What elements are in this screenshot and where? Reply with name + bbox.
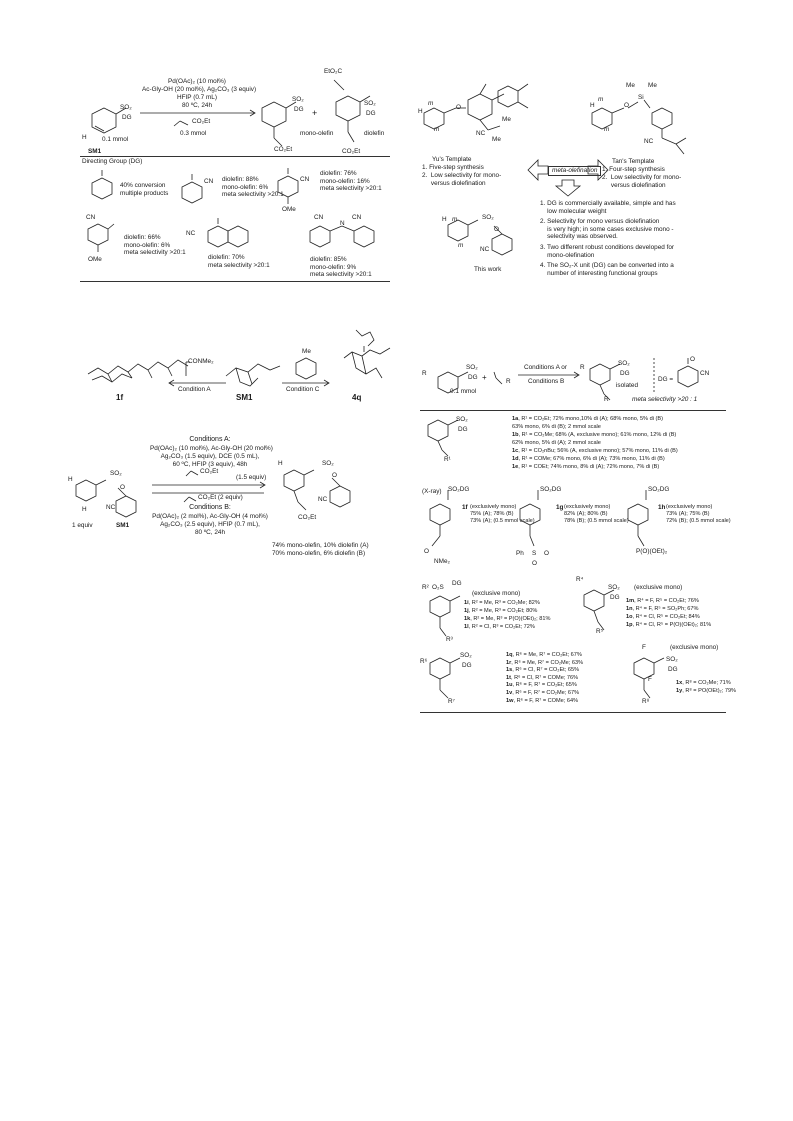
block3-left-dg: DG [452,580,462,587]
dg3-structure [276,166,306,210]
scheme1-divider [80,156,390,157]
tan-si: Si [638,94,644,101]
sm1-amount: 0.1 mmol [102,136,129,143]
olefin-a-equiv: (1.5 equiv) [236,474,267,481]
block3-right-so2: SO₂ [608,584,620,591]
compound-result-text: , R⁶ = F, R⁷ = CO₂Me; 67% [512,690,580,696]
block1-so2: SO₂ [456,416,468,423]
scope-plus: + [482,373,487,382]
compound-id: 1v [506,690,513,696]
yu-h: H [418,108,423,115]
dg5-result: diolefin: 70% meta selectivity >20:1 [208,254,270,269]
dg6-cn-right: CN [352,214,362,221]
block4-right-f1: F [642,644,646,651]
compound-result-row [506,690,579,698]
block4-left-r7: R⁷ [448,698,455,705]
compound-1h-so2dg: SO₂DG [648,486,670,493]
compound-result-text: , R⁶ = Cl, R⁷ = COMe; 76% [510,674,579,681]
tan-me-1: Me [626,82,635,89]
compound-id: 1w [506,697,514,704]
block4-right-r8: R⁸ [642,698,650,705]
compound-id: 1c [512,448,519,454]
dg4-result: diolefin: 66% mono-olefin: 6% meta selectivity >20:1 [124,234,186,257]
tan-point-2: 2. Low selectivity for mono- versus diolefination [602,174,682,189]
this-work-h: H [442,216,447,223]
scheme4-sm-so2: SO₂ [110,470,122,477]
compound-result-row [676,688,736,696]
block4-right-title: (exclusive mono) [670,644,719,651]
diolefin-product-top: EtO₂C [324,68,343,75]
compound-result-row [506,682,577,690]
yu-me-1: Me [502,116,511,123]
advantage-point-3: 3. Two different robust conditions developed for mono-olefination [540,244,675,259]
xray-label: (X-ray) [422,488,442,495]
scope-product-r: R [580,364,585,371]
compound-result-text: , R¹ = CO₂nBu; 56% (A, exclusive mono); 57% mono, 11% di (B) [518,448,678,454]
compound-1f-so2dg: SO₂DG [448,486,470,493]
sm1-label: SM1 [88,148,102,155]
diolefin-product-so2: SO₂ [364,100,376,107]
scheme4-sm-nc: NC [106,504,116,511]
this-work-label: This work [474,266,502,273]
compound-id: 1o [626,614,633,620]
tan-nc: NC [644,138,654,145]
conditions-a-line-1: Pd(OAc)₂ (10 mol%), Ac-Gly-OH (20 mol%) [150,445,273,452]
compound-result-text: , R¹ = COMe; 67% mono, 6% di (A); 73% mono, 11% di (B) [518,456,665,462]
olefin-b-label: CO₂Et (2 equiv) [198,494,243,501]
compound-result-text: , R² = Me, R³ = P(O)(OEt)₂; 81% [470,616,551,622]
dg5-cn: NC [186,230,196,237]
dg1-structure [88,168,118,202]
diolefin-product-dg: DG [366,110,376,117]
condition-a-label: Condition A [178,386,211,393]
condition-c-label: Condition C [286,386,320,393]
compound-result-text: , R² = Cl, R³ = CO₂Et; 72% [468,624,535,630]
compound-id: 1a [512,416,519,422]
compound-id: 1n [626,606,633,612]
scheme-2-template-comparison [418,70,718,300]
scheme4-product-o: O [332,472,337,479]
scheme-4-mono-olefination-conditions [66,436,386,568]
yu-m2: m [434,126,440,133]
compound-result-row [512,416,663,424]
tan-m2: m [604,126,610,133]
scheme4-product-structure [280,458,370,532]
scope-selectivity: meta selectivity >20 : 1 [632,396,698,403]
scheme-1-olefination-with-directing-groups [80,68,390,286]
scheme4-product-h: H [278,460,283,467]
compound-1g-o1: O [544,550,549,557]
olefin-b-structure [182,494,198,504]
conditions-a-line-3: 60 ºC, HFIP (3 equiv), 48h [172,461,248,468]
compound-result-text: , R⁴ = F, R⁵ = SO₂Ph; 67% [632,606,699,612]
reagent-conme2: CONMe₂ [188,358,214,365]
yu-point-2: 2. Low selectivity for mono- versus diolefination [422,172,502,187]
compound-1h-po: P(O)(OEt)₂ [636,548,668,555]
compound-id: 1s [506,667,513,674]
compound-id: 1i [464,600,469,606]
compound-result-row [512,448,678,456]
compound-id: 1x [676,680,683,686]
compound-result-text: 62% mono, 5% di (A); 2 mmol scale [512,440,601,446]
olefin-a-label: CO₂Et [200,468,219,475]
scheme-3-crystal-structures [86,328,396,408]
compound-result-text: , R⁴ = F, R⁵ = CO₂Et; 76% [634,598,699,604]
compound-result-row [512,440,601,448]
compound-1f-nme2: NMe₂ [434,558,450,565]
block3-right-r5: R⁵ [596,628,604,635]
scheme1-bottom-rule [80,281,390,282]
diolefin-label: diolefin [364,130,385,137]
block3-left-title: (exclusive mono) [472,590,521,597]
scope-dg-o: O [690,356,695,363]
compound-result-row [464,608,537,616]
mono-product-dg: DG [294,106,304,113]
compound-result-row [626,614,700,622]
scheme4-product-co2et: CO₂Et [298,514,317,521]
scope-product-r2: R [604,396,609,403]
compound-result-row [506,698,578,706]
compound-result-text: , R⁶ = Cl, R⁷ = CO₂Et; 65% [512,667,580,674]
compound-result-row [676,680,731,688]
compound-id: 1p [626,622,633,628]
compound-1g-structure [512,490,562,570]
compound-1g-so2dg: SO₂DG [540,486,562,493]
dg6-n: N [340,220,345,227]
compound-id: 1e [512,464,519,470]
scheme4-result-b: 70% mono-olefin, 6% diolefin (B) [272,550,366,557]
block1-dg: DG [458,426,468,433]
advantage-point-4: 4. The SO₂-X unit (DG) can be converted into a number of interesting functional groups [540,262,674,277]
scope-sm-r: R [422,370,427,377]
block3-left-r3: R³ [446,636,453,643]
label-1f: 1f [116,393,124,402]
scope-dg-structure [676,356,716,392]
dg6-result: diolefin: 85% mono-olefin: 9% meta selectivity >20:1 [310,256,372,279]
dg5-structure [200,216,246,250]
scheme1-olefin-structure [172,118,192,128]
tan-m1: m [598,96,604,103]
reagent-cyclohexenone [292,356,322,380]
compound-result-text: , R⁶ = F, R⁷ = COMe; 64% [513,697,579,704]
compound-1g-ph: Ph [516,550,524,557]
compound-result-row [512,424,601,432]
block3-right-dg: DG [610,594,620,601]
this-work-so2: SO₂ [482,214,494,221]
advantage-point-2: 2. Selectivity for mono versus diolefination is very high; in some cases exclusive mono - selectivity was observed. [540,218,674,241]
diolefin-product-co2et: CO₂Et [342,148,361,155]
scheme-5-substrate-scope [420,354,737,705]
compound-result-row [464,624,535,632]
block4-right-so2: SO₂ [666,656,678,663]
scope-dg-eq: DG = [658,376,674,383]
compound-id: 1q [506,652,513,658]
block4-left-so2: SO₂ [460,652,472,659]
dg4-ome: OMe [88,256,102,263]
this-work-m1: m [452,216,458,223]
scope-sm-dg: DG [468,374,478,381]
yu-me-2: Me [492,136,501,143]
compound-result-row [506,652,582,660]
compound-result-text: , R⁴ = Cl, R⁵ = CO₂Et; 84% [632,614,700,620]
scope-arrow-bottom: Conditions B [528,378,565,385]
compound-id: 1y [676,687,683,694]
advantage-point-1: 1. DG is commercially available, simple and has low molecular weight [540,200,676,215]
sm1-h: H [82,134,87,141]
dg4-cn: CN [86,214,96,221]
meta-olefination-label: meta-olefination [548,166,601,176]
scope-amount: 0.1 mmol [450,388,477,395]
scheme1-reaction-arrow [140,110,260,116]
yu-nc: NC [476,130,486,137]
compound-1h-text: (exclusively mono) 73% (A); 75% (B) 72% (B); (0.5 mmol scale) [666,504,731,524]
compound-id: 1u [506,682,513,689]
conditions-b-line-3: 80 ºC, 24h [194,529,226,536]
dg3-ome: OMe [282,206,296,213]
compound-result-row [626,598,699,606]
this-work-o: O [494,226,499,233]
sm1-so2: SO₂ [120,104,132,111]
tan-h: H [590,102,595,109]
compound-1h-label: 1h [658,504,666,511]
block4-right-dg: DG [668,666,678,673]
scheme4-result-a: 74% mono-olefin, 10% diolefin (A) [272,542,369,549]
compound-result-text: , R⁶ = Me, R⁷ = CO₂Me; 63% [511,659,584,666]
compound-result-row [626,622,711,630]
block3-right-r4: R⁴ [576,576,584,583]
scope-dashed-divider [652,358,656,394]
conditions-b-title: Conditions B: [189,504,231,511]
scheme4-sm-h2: H [82,506,87,513]
compound-1g-o2: O [532,560,537,567]
crystal-structure-sm1 [224,356,284,396]
this-work-nc: NC [480,246,490,253]
compound-result-row [464,616,550,624]
olefin-a-structure [184,468,200,478]
yu-point-1: 1. Five-step synthesis [422,164,484,171]
plus-sign: + [312,108,318,118]
scope-product-dg: DG [620,370,630,377]
compound-result-row [512,456,665,464]
scheme1-reagent-4: 80 ºC, 24h [181,102,213,109]
scheme4-sm-amount: 1 equiv [72,522,93,529]
scheme4-sm-h1: H [68,476,73,483]
conditions-b-line-1: Pd(OAc)₂ (2 mol%), Ac-Gly-OH (4 mol%) [152,513,268,520]
dg6-structure [308,218,384,252]
compound-result-row [506,667,579,675]
dg1-result: 40% conversion multiple products [120,182,169,197]
yu-m1: m [428,100,434,107]
sm1-dg: DG [122,114,132,121]
tan-o: O [624,102,629,109]
compound-result-row [464,600,540,608]
compound-id: 1t [506,674,511,681]
block4-right-f2: F [648,676,652,683]
scheme1-reagent-1: Pd(OAc)₂ (10 mol%) [168,78,226,85]
conditions-a-title: Conditions A: [189,436,231,443]
block4-left-r6: R⁶ [420,658,428,665]
mono-olefin-label: mono-olefin [300,130,334,137]
compound-id: 1k [464,616,471,622]
compound-result-text: , R⁴ = Cl, R⁵ = P(O)(OEt)₂; 81% [632,622,712,628]
block4-left-dg: DG [462,662,472,669]
scope-olefin-r: R [506,378,511,385]
compound-1f-text: (exclusively mono) 75% (A); 78% (B) 73% (A); (0.5 mmol scale) [470,504,535,524]
compound-id: 1l [464,624,469,630]
scheme4-sm-o: O [120,484,125,491]
scheme4-sm-label: SM1 [116,522,130,529]
crystal-structure-4q [336,328,406,396]
mono-product-so2: SO₂ [292,96,304,103]
scheme1-reagent-2: Ac-Gly-OH (20 mol%), Ag₂CO₃ (3 equiv) [142,86,257,93]
scope-product-so2: SO₂ [618,360,630,367]
reagent-acrylamide [182,360,192,380]
directing-group-header: Directing Group (DG) [82,158,143,165]
compound-1g-label: 1g [556,504,564,511]
tan-me-2: Me [648,82,657,89]
compound-id: 1d [512,456,519,462]
compound-result-text: , R¹ = CO₂Me; 68% (A, exclusive mono); 61% mono, 12% di (B) [518,432,677,438]
scheme1-reagent-3: HFIP (0.7 mL) [176,94,217,101]
compound-result-text: , R⁸ = PO(OEt)₂; 79% [682,687,737,694]
scope-divider-1 [420,410,726,411]
dg6-cn-left: CN [314,214,324,221]
compound-1f-label: 1f [462,504,468,511]
block3-left-so2: O₂S [432,584,444,591]
compound-result-text: , R¹ = CO₂Et; 72% mono,10% di (A); 68% mono, 5% di (B) [518,416,663,422]
reagent-me: Me [302,348,311,355]
scope-bottom-rule [420,712,726,713]
compound-result-text: , R⁸ = CO₂Me; 71% [682,680,731,686]
conditions-b-line-2: Ag₂CO₃ (2.5 equiv), HFIP (0.7 mL), [160,521,260,528]
dg3-result: diolefin: 76% mono-olefin: 16% meta selectivity >20:1 [320,170,382,193]
compound-result-text: , R¹ = COEt; 74% mono, 8% di (A); 72% mono, 7% di (B) [518,464,660,470]
compound-result-text: , R² = Me, R³ = CO₂Me; 82% [468,600,540,606]
compound-result-text: , R² = Me, R³ = CO₂Et; 80% [468,608,538,614]
block1-r1: R¹ [444,456,451,463]
compound-1g-s: S [532,550,537,557]
scope-isolated: isolated [616,382,639,389]
compound-result-row [626,606,699,614]
compound-id: 1r [506,659,512,666]
compound-result-row [512,432,676,440]
tan-point-1: 1. Four-step synthesis [602,166,665,173]
compound-id: 1j [464,608,469,614]
compound-1g-text: (exclusively mono) 82% (A); 80% (B) 78% (B); (0.5 mmol scale) [564,504,629,524]
compound-1f-o: O [424,548,429,555]
scope-olefin-structure [492,370,506,386]
compound-result-text: , R⁶ = F, R⁷ = CO₂Et; 65% [512,682,577,689]
scope-sm-so2: SO₂ [466,364,478,371]
label-sm1: SM1 [236,393,253,402]
compound-result-row [512,464,659,472]
yu-title: Yu's Template [432,156,472,163]
scheme1-olefin-amount: 0.3 mmol [180,130,207,137]
compound-1f-structure [422,490,472,560]
scheme4-product-nc: NC [318,496,328,503]
mono-product-co2et: CO₂Et [274,146,293,153]
conditions-a-line-2: Ag₂CO₃ (1.5 equiv), DCE (0.5 mL), [160,453,260,460]
scope-arrow-top: Conditions A or [524,364,567,371]
yu-o: O [456,104,461,111]
compound-id: 1b [512,432,519,438]
dg3-cn: CN [300,176,310,183]
compound-id: 1m [626,598,635,604]
compound-result-text: , R⁶ = Me, R⁷ = CO₂Et; 67% [512,652,582,658]
scheme4-product-so2: SO₂ [322,460,334,467]
dg2-cn: CN [204,178,214,185]
dg2-result: diolefin: 88% mono-olefin: 6% meta selectivity >20:1 [222,176,284,199]
this-work-m2: m [458,242,464,249]
block3-right-title: (exclusive mono) [634,584,683,591]
scope-dg-cn: CN [700,370,710,377]
tan-title: Tan's Template [612,158,655,165]
compound-result-text: 63% mono, 6% di (B); 2 mmol scale [512,424,601,430]
block3-left-r2: R² [422,584,429,591]
label-4q: 4q [352,393,362,402]
scheme1-olefin: CO₂Et [192,118,211,125]
